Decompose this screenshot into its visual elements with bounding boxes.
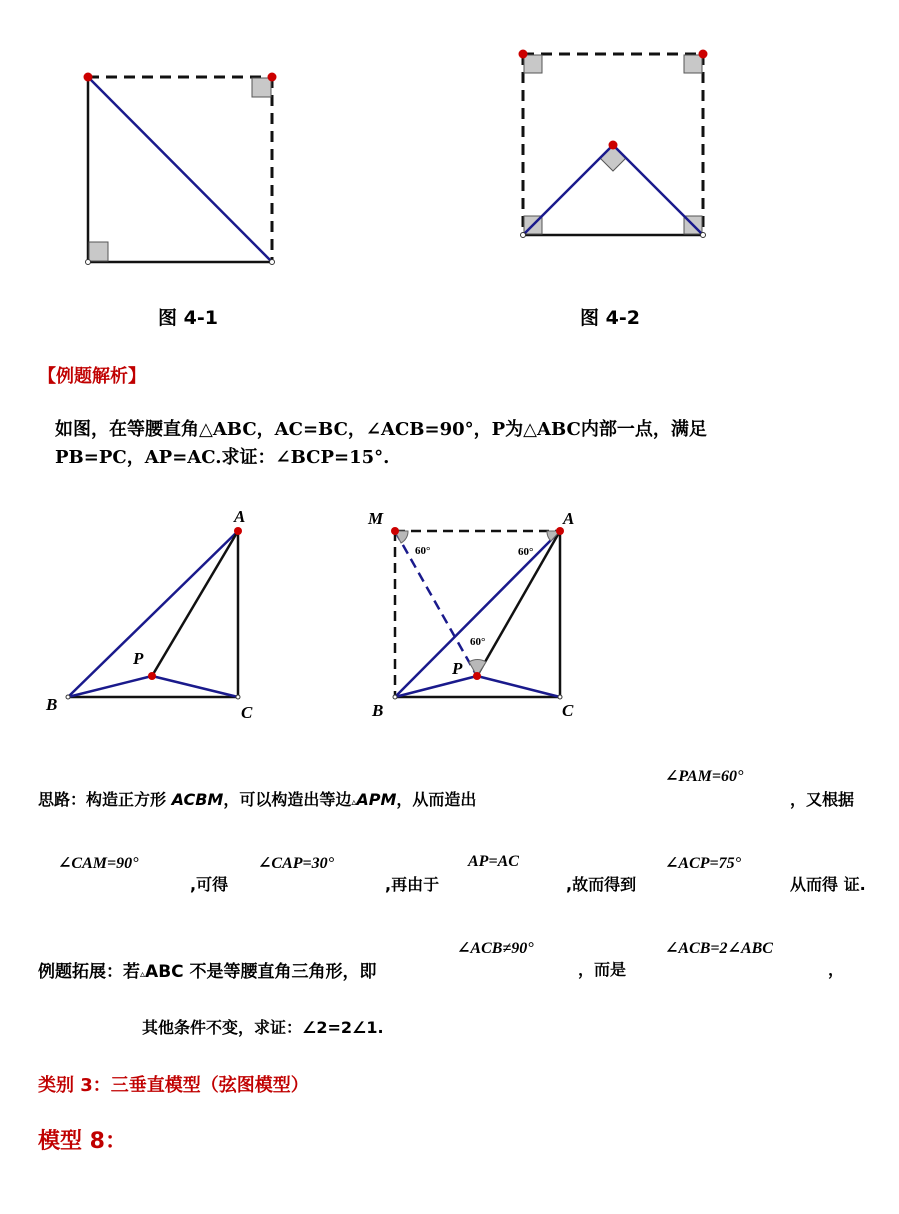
formula-acp: ∠ACP=75° — [665, 855, 742, 872]
right-angle-mark — [89, 242, 108, 261]
point-p — [148, 672, 156, 680]
right-angle-mark — [252, 78, 271, 97]
formula-ap-ac: AP=AC — [468, 853, 519, 870]
diagonal — [88, 77, 272, 262]
figure-4-1-caption: 图 4-1 — [158, 307, 218, 329]
angle-label-a: 60° — [518, 546, 534, 558]
figure-4-2 — [505, 40, 720, 250]
extension-line-2: 其他条件不变，求证：∠2=2∠1. — [142, 1018, 384, 1037]
point — [699, 50, 708, 59]
point-c — [236, 695, 240, 699]
idea-text-4: ，又根据 — [790, 790, 855, 809]
right-angle-mark — [524, 55, 542, 73]
figure-4-1 — [60, 55, 300, 280]
point-b — [393, 695, 397, 699]
extension-text-3: ，而是 — [578, 960, 627, 979]
example-heading: 【例题解析】 — [38, 366, 146, 387]
formula-pam: ∠PAM=60° — [665, 768, 744, 785]
point-b — [66, 695, 70, 699]
point-a — [556, 527, 564, 535]
idea-text-7: ,故而得到 — [566, 875, 637, 894]
idea-text-6: ,再由于 — [385, 875, 440, 894]
formula-cap: ∠CAP=30° — [258, 855, 335, 872]
point-a — [234, 527, 242, 535]
label-p: P — [452, 659, 463, 678]
point — [270, 260, 275, 265]
triangle-icon: ▵ — [351, 797, 357, 808]
point-p — [473, 672, 481, 680]
point — [521, 233, 526, 238]
point — [701, 233, 706, 238]
label-b: B — [46, 695, 58, 714]
left-leg — [523, 145, 613, 235]
problem-line-1: 如图，在等腰直角△ABC，AC=BC，∠ACB=90°，P为△ABC内部一点，满足 — [55, 419, 707, 440]
extension-text-4: ， — [828, 960, 845, 979]
label-c: C — [562, 701, 574, 720]
figure-4-2-caption: 图 4-2 — [580, 307, 640, 329]
right-angle-mark — [684, 55, 702, 73]
segment-cp — [152, 676, 238, 697]
label-b: B — [372, 701, 384, 720]
point — [84, 73, 93, 82]
formula-cam: ∠CAM=90° — [58, 855, 139, 872]
point — [268, 73, 277, 82]
category-heading: 类别 3：三垂直模型（弦图模型） — [38, 1075, 309, 1096]
label-p: P — [133, 649, 144, 668]
idea-text-8: 从而得 证. — [790, 875, 866, 894]
label-c: C — [241, 703, 253, 722]
triangle-diagram-left — [38, 500, 268, 725]
angle-label-p: 60° — [470, 636, 486, 648]
triangle-icon: ▵ — [140, 969, 146, 980]
idea-line-1: 思路：构造正方形 ACBM，可以构造出等边▵APM，从而造出 — [38, 790, 477, 809]
point — [519, 50, 528, 59]
triangle-diagram-right — [360, 500, 600, 725]
point — [609, 141, 618, 150]
problem-line-2: PB=PC，AP=AC.求证：∠BCP=15°. — [55, 447, 390, 468]
point-c — [558, 695, 562, 699]
formula-acb-ne: ∠ACB≠90° — [457, 940, 534, 957]
angle-label-m: 60° — [415, 545, 431, 557]
label-a: A — [563, 509, 575, 528]
point — [86, 260, 91, 265]
label-a: A — [234, 507, 246, 526]
label-m: M — [368, 509, 384, 528]
extension-line-1: 例题拓展：若▵ABC 不是等腰直角三角形，即 — [38, 962, 377, 982]
segment-bp — [68, 676, 152, 697]
formula-acb-eq: ∠ACB=2∠ABC — [665, 940, 773, 957]
segment-cp — [477, 676, 560, 697]
idea-text-5: ,可得 — [190, 875, 229, 894]
model-heading: 模型 8： — [38, 1129, 127, 1154]
problem-statement — [55, 416, 875, 472]
point-m — [391, 527, 399, 535]
segment-bp — [395, 676, 477, 697]
right-leg — [613, 145, 703, 235]
